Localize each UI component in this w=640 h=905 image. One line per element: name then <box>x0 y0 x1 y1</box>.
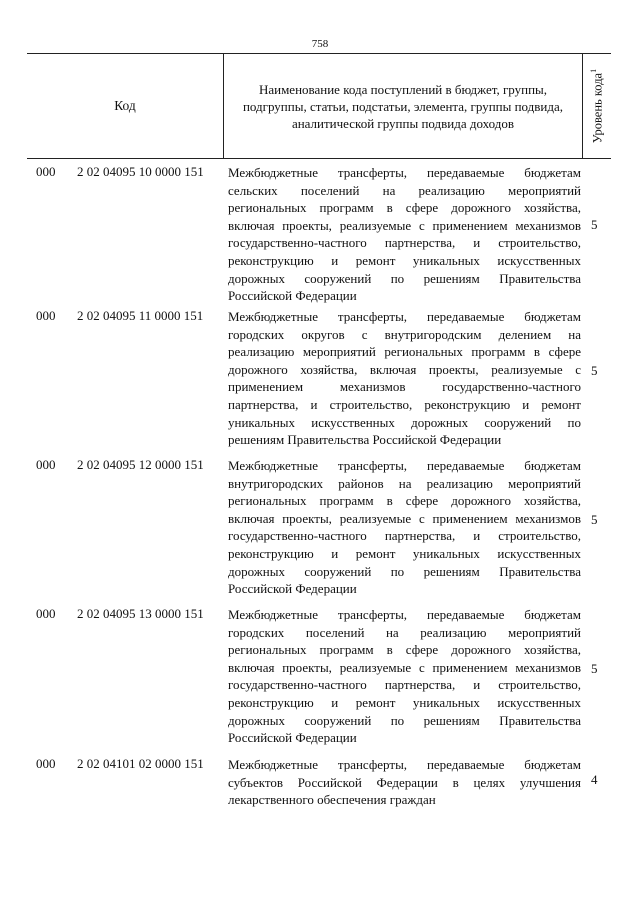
row-code: 2 02 04095 10 0000 151 <box>77 164 204 179</box>
row-description: Межбюджетные трансферты, передаваемые бюджетам городских поселений на реализацию мероприятий региональных программ в сфере дорожного хозяйства, включая проекты, реализуемые с применением механизмов государственно-частного партнерства, и строительство, реконструкцию и ремонт уникальных искусственных дорожных сооружений по решениям Правительства Российской Федерации <box>228 607 581 746</box>
table-header <box>27 53 611 159</box>
row-code: 2 02 04095 12 0000 151 <box>77 457 204 472</box>
row-level: 5 <box>591 217 598 232</box>
row-prefix: 000 <box>36 606 56 621</box>
page-number: 758 <box>311 38 329 50</box>
header-divider <box>223 54 224 158</box>
row-description: Межбюджетные трансферты, передаваемые бюджетам сельских поселений на реализацию мероприятий региональных программ в сфере дорожного хозяйства, включая проекты, реализуемые с применением механизмов государственно-частного партнерства, и строительство, реконструкцию и ремонт уникальных искусственных дорожных сооружений по решениям Правительства Российской Федерации <box>228 165 581 304</box>
header-level-footnote: 1 <box>588 68 598 73</box>
row-level: 5 <box>591 363 598 378</box>
row-level: 4 <box>591 772 598 787</box>
header-code: Код <box>114 98 136 113</box>
row-code: 2 02 04095 11 0000 151 <box>77 308 204 323</box>
row-code: 2 02 04101 02 0000 151 <box>77 756 204 771</box>
row-level: 5 <box>591 661 598 676</box>
row-description: Межбюджетные трансферты, передаваемые бюджетам субъектов Российской Федерации в целях улучшения лекарственного обеспечения граждан <box>228 757 581 808</box>
row-level: 5 <box>591 512 598 527</box>
header-name: Наименование кода поступлений в бюджет, группы, подгруппы, статьи, подстатьи, элемента, группы подвида, аналитической группы подвида доходов <box>242 81 564 131</box>
row-prefix: 000 <box>36 756 56 771</box>
row-description: Межбюджетные трансферты, передаваемые бюджетам городских округов с внутригородским делением на реализацию мероприятий региональных программ в сфере дорожного хозяйства, включая проекты, реализуемые с применением механизмов государственно-частного партнерства, и строительство, реконструкцию и ремонт уникальных искусственных дорожных сооружений по решениям Правительства Российской Федерации <box>228 309 581 448</box>
header-level <box>583 54 611 158</box>
header-level-label: Уровень кода <box>590 72 605 144</box>
row-prefix: 000 <box>36 457 56 472</box>
row-prefix: 000 <box>36 164 56 179</box>
row-code: 2 02 04095 13 0000 151 <box>77 606 204 621</box>
row-description: Межбюджетные трансферты, передаваемые бюджетам внутригородских районов на реализацию мероприятий региональных программ в сфере дорожного хозяйства, включая проекты, реализуемые с применением механизмов государственно-частного партнерства, и строительство, реконструкцию и ремонт уникальных искусственных дорожных сооружений по решениям Правительства Российской Федерации <box>228 458 581 597</box>
row-prefix: 000 <box>36 308 56 323</box>
